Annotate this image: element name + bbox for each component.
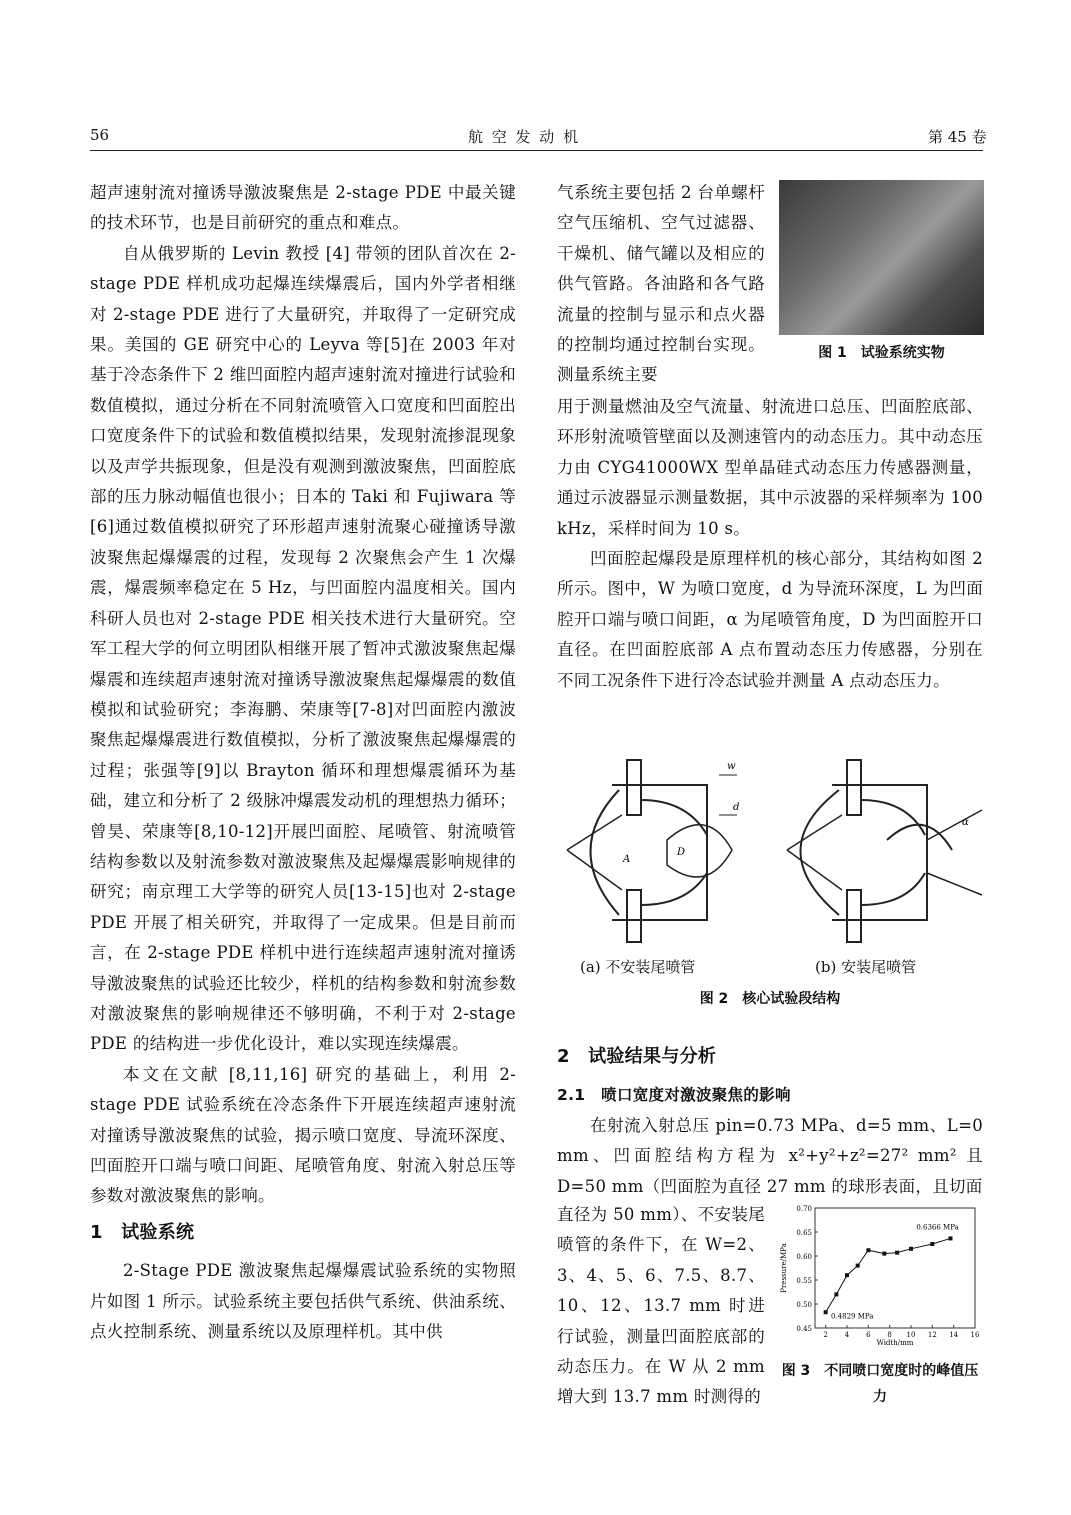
page-number: 56 — [90, 126, 110, 144]
data-point — [930, 1242, 934, 1246]
section-heading-1: 1 试验系统 — [90, 1221, 195, 1243]
label-alpha: α — [962, 817, 969, 828]
y-tick-label: 0.70 — [796, 1205, 812, 1213]
annotation-max: 0.6366 MPa — [916, 1223, 959, 1232]
diagram-a — [567, 760, 740, 942]
paragraph: 本文在文献 [8,11,16] 研究的基础上，利用 2-stage PDE 试验系统在冷态条件下开展连续超声速射流对撞诱导激波聚焦的试验，揭示喷口宽度、导流环深度、凹面腔开口端与喷口间距、尾喷管角度、射流入射总压等参数对激波聚焦的影响。 — [90, 1064, 516, 1206]
x-tick-label: 16 — [970, 1331, 980, 1339]
x-tick-label: 2 — [823, 1331, 828, 1339]
label-D: D — [677, 847, 686, 858]
y-tick-label: 0.65 — [796, 1229, 812, 1237]
data-point — [866, 1248, 870, 1252]
y-tick-label: 0.45 — [796, 1325, 812, 1333]
left-column — [90, 178, 516, 1347]
volume-label: 第 45 卷 — [928, 128, 987, 146]
data-point — [845, 1273, 849, 1277]
fig2-diagrams — [557, 755, 985, 945]
right-narrow-text — [557, 178, 765, 391]
section-heading-2: 2 试验结果与分析 — [557, 1046, 717, 1067]
header-rule — [90, 150, 983, 151]
data-point — [824, 1310, 828, 1314]
y-tick-label: 0.60 — [796, 1253, 812, 1261]
fig2a-label: (a) 不安装尾喷管 — [580, 958, 696, 976]
data-point — [909, 1247, 913, 1251]
x-axis-label: Width/mm — [876, 1339, 914, 1347]
x-tick-label: 12 — [927, 1331, 937, 1339]
label-d: d — [733, 802, 740, 813]
journal-title: 航 空 发 动 机 — [468, 128, 581, 146]
test-system-photo — [779, 180, 984, 335]
section2 — [557, 1036, 983, 1202]
paragraph: 凹面腔起爆段是原理样机的核心部分，其结构如图 2 所示。图中，W 为喷口宽度，d 为导流环深度，L 为凹面腔开口端与喷口间距，α 为尾喷管角度，D 为凹面腔开口直径。在凹面腔底部 A 点布置动态压力传感器，分别在不同工况条件下进行冷态试验并测量 A 点动态压力。 — [557, 549, 983, 690]
x-tick-label: 10 — [906, 1331, 916, 1339]
x-tick-label: 4 — [844, 1331, 850, 1339]
right-narrow-text-2 — [557, 1200, 765, 1413]
data-point — [948, 1236, 952, 1240]
fig2-caption: 图 2 核心试验段结构 — [699, 991, 841, 1007]
label-A: A — [623, 854, 631, 865]
data-point — [895, 1251, 899, 1255]
label-w: w — [727, 761, 736, 772]
data-point — [882, 1252, 886, 1256]
y-axis-label: Pressure/MPa — [780, 1243, 788, 1293]
paragraph: 气系统主要包括 2 台单螺杆空气压缩机、空气过滤器、干燥机、储气罐以及相应的供气管路。各油路和各气路流量的控制与显示和点火器的控制均通过控制台实现。测量系统主要 — [557, 183, 765, 385]
annotation-min: 0.4829 MPa — [831, 1312, 874, 1321]
data-point — [856, 1264, 860, 1268]
fig3-chart — [770, 1200, 985, 1350]
diagram-b — [787, 760, 982, 942]
paragraph: 自从俄罗斯的 Levin 教授 [4] 带领的团队首次在 2-stage PDE 样机成功起爆连续爆震后，国内外学者相继对 2-stage PDE 进行了大量研究，并取得了一定研究成果。美国的 GE 研究中心的 Leyva 等[5]在 2003 年对基于冷态条件下 2 维凹面腔内超声速射流对撞进行试验和数值模拟，通过分析在不同射流喷管入口宽度和凹面腔出口宽度条件下的试验和数值模拟结果，发现射流掺混现象以及声学共振现象，但是没有观测到激波聚焦，凹面腔底部的压力脉动幅值也很小；日本的 Taki 和 Fujiwara 等[6]通过数值模拟研究了环形超声速射流聚心碰撞诱导激波聚焦起爆爆震的过程，发现每 2 次聚焦会产生 1 次爆震，爆震频率稳定在 5 Hz，与凹面腔内温度相关。国内科研人员也对 2-stage PDE 相关技术进行大量研究。空军工程大学的何立明团队相继开展了暂冲式激波聚焦起爆爆震和连续超声速射流对撞诱导激波聚焦起爆爆震的数值模拟和试验研究；李海鹏、荣康等[7-8]对凹面腔内激波聚焦起爆爆震进行数值模拟，分析了激波聚焦起爆爆震的过程；张强等[9]以 Brayton 循环和理想爆震循环为基础，建立和分析了 2 级脉冲爆震发动机的理想热力循环；曾昊、荣康等[8,10-12]开展凹面腔、尾喷管、射流喷管结构参数以及射流参数对激波聚焦及起爆爆震影响规律的研究；南京理工大学等的研究人员[13-15]也对 2-stage PDE 开展了相关研究，并取得了一定成果。但是目前而言，在 2-stage PDE 样机中进行连续超声速射流对撞诱导激波聚焦的试验还比较少，样机的结构参数和射流参数对激波聚焦的影响规律还不够明确，不利于对 2-stage PDE 的结构进一步优化设计，难以实现连续爆震。 — [90, 243, 516, 1054]
paragraph: 在射流入射总压 pin=0.73 MPa、d=5 mm、L=0 mm、凹面腔结构方程为 x²+y²+z²=27² mm² 且 D=50 mm（凹面腔为直径 27 mm 的球形表面，且切面 — [557, 1115, 983, 1196]
paragraph: 2-Stage PDE 激波聚焦起爆爆震试验系统的实物照片如图 1 所示。试验系统主要包括供气系统、供油系统、点火控制系统、测量系统以及原理样机。其中供 — [90, 1261, 516, 1342]
fig1-caption: 图 1 试验系统实物 — [818, 345, 945, 361]
y-tick-label: 0.50 — [796, 1301, 812, 1309]
x-tick-label: 6 — [866, 1331, 871, 1339]
x-tick-label: 14 — [949, 1331, 959, 1339]
paragraph: 直径为 50 mm）、不安装尾喷管的条件下，在 W=2、3、4、5、6、7.5、8.7、10、12、13.7 mm 时进行试验，测量凹面腔底部的动态压力。在 W 从 2 mm 增大到 13.7 mm 时测得的 — [557, 1205, 765, 1407]
data-point — [834, 1292, 838, 1296]
subsection-heading-2-1: 2.1 喷口宽度对激波聚焦的影响 — [557, 1086, 791, 1105]
x-tick-label: 8 — [887, 1331, 892, 1339]
paragraph: 超声速射流对撞诱导激波聚焦是 2-stage PDE 中最关键的技术环节，也是目前研究的重点和难点。 — [90, 183, 516, 233]
y-tick-label: 0.55 — [796, 1277, 812, 1285]
fig2b-label: (b) 安装尾喷管 — [815, 958, 917, 976]
right-column — [557, 392, 983, 696]
series-line — [826, 1238, 951, 1312]
fig3-caption: 图 3 不同喷口宽度时的峰值压力 — [781, 1363, 979, 1405]
paragraph: 用于测量燃油及空气流量、射流进口总压、凹面腔底部、环形射流喷管壁面以及测速管内的动态压力。其中动态压力由 CYG41000WX 型单晶硅式动态压力传感器测量，通过示波器显示测量数据，其中示波器的采样频率为 100 kHz，采样时间为 10 s。 — [557, 397, 983, 538]
